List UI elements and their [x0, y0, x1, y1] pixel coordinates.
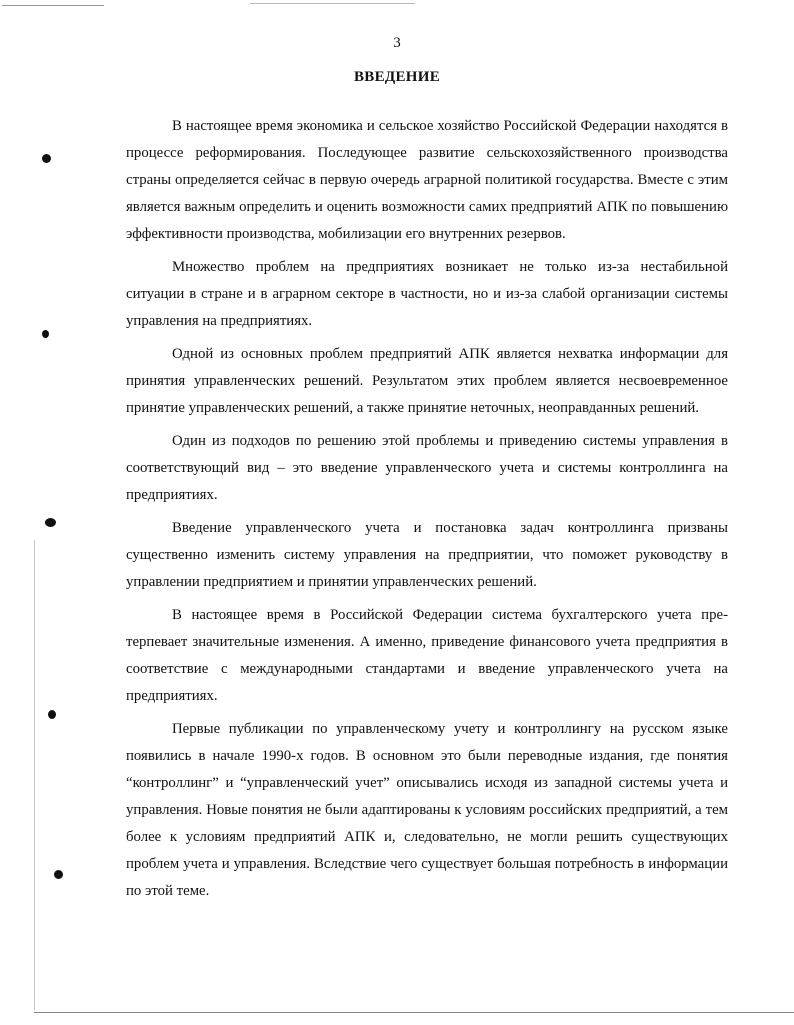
scan-margin-line: [34, 540, 35, 1010]
punch-hole-mark: [42, 330, 49, 338]
scan-edge-line: [34, 1012, 794, 1013]
page-number: 3: [393, 35, 401, 51]
paragraph: Введение управленческого учета и постановка задач контроллинга призваны существенно изменить систему управления на предприятии, что поможет руководству в управлении предприятием и принятии управленческих решений.: [126, 520, 728, 590]
paragraph: Первые публикации по управленческому учету и контроллингу на русском языке появились в начале 1990-х годов. В основном это были переводные издания, где понятия “контроллинг” и “управленческий учет” описывались исходя из западной системы учета и управления. Новые понятия не были адаптированы к условиям российских предприятий, а тем более к условиям предприятий АПК и, следовательно, не могли решить существующих проблем учета и управления. Вследствие чего существует большая потребность в информации по этой теме.: [126, 721, 728, 899]
punch-hole-mark: [48, 710, 56, 719]
scan-edge-line: [250, 3, 415, 4]
paragraph: В настоящее время в Российской Федерации система бухгалтерского учета претерпевает значительные изменения. А именно, приведение финансового учета предприятия в соответствие с международными стандартами и введение управленческого учета на предприятиях.: [126, 607, 728, 704]
paragraph: Один из подходов по решению этой проблемы и приведению системы управления в соответствующий вид – это введение управленческого учета и системы контроллинга на предприятиях.: [126, 433, 728, 503]
page-title: ВВЕДЕНИЕ: [353, 69, 441, 85]
punch-hole-mark: [45, 518, 56, 527]
paragraph: В настоящее время экономика и сельское хозяйство Российской Федерации находятся в процессе реформирования. Последующее развитие сельскохозяйственного производства страны определяется сейчас в первую очередь аграрной политикой государства. Вместе с этим является важным определить и оценить возможности самих предприятий АПК по повышению эффективности производства, мобилизации его внутренних резервов.: [126, 118, 728, 242]
scan-edge-line: [2, 5, 104, 6]
punch-hole-mark: [54, 870, 63, 879]
body-text: [126, 113, 728, 911]
punch-hole-mark: [42, 154, 51, 163]
paragraph: Одной из основных проблем предприятий АПК является нехватка информации для принятия управленческих решений. Результатом этих проблем является несвоевременное принятие управленческих решений, а также принятие неточных, неоправданных решений.: [126, 346, 728, 416]
paragraph: Множество проблем на предприятиях возникает не только из-за нестабильной ситуации в стране и в аграрном секторе в частности, но и из-за слабой организации системы управления на предприятиях.: [126, 259, 728, 329]
